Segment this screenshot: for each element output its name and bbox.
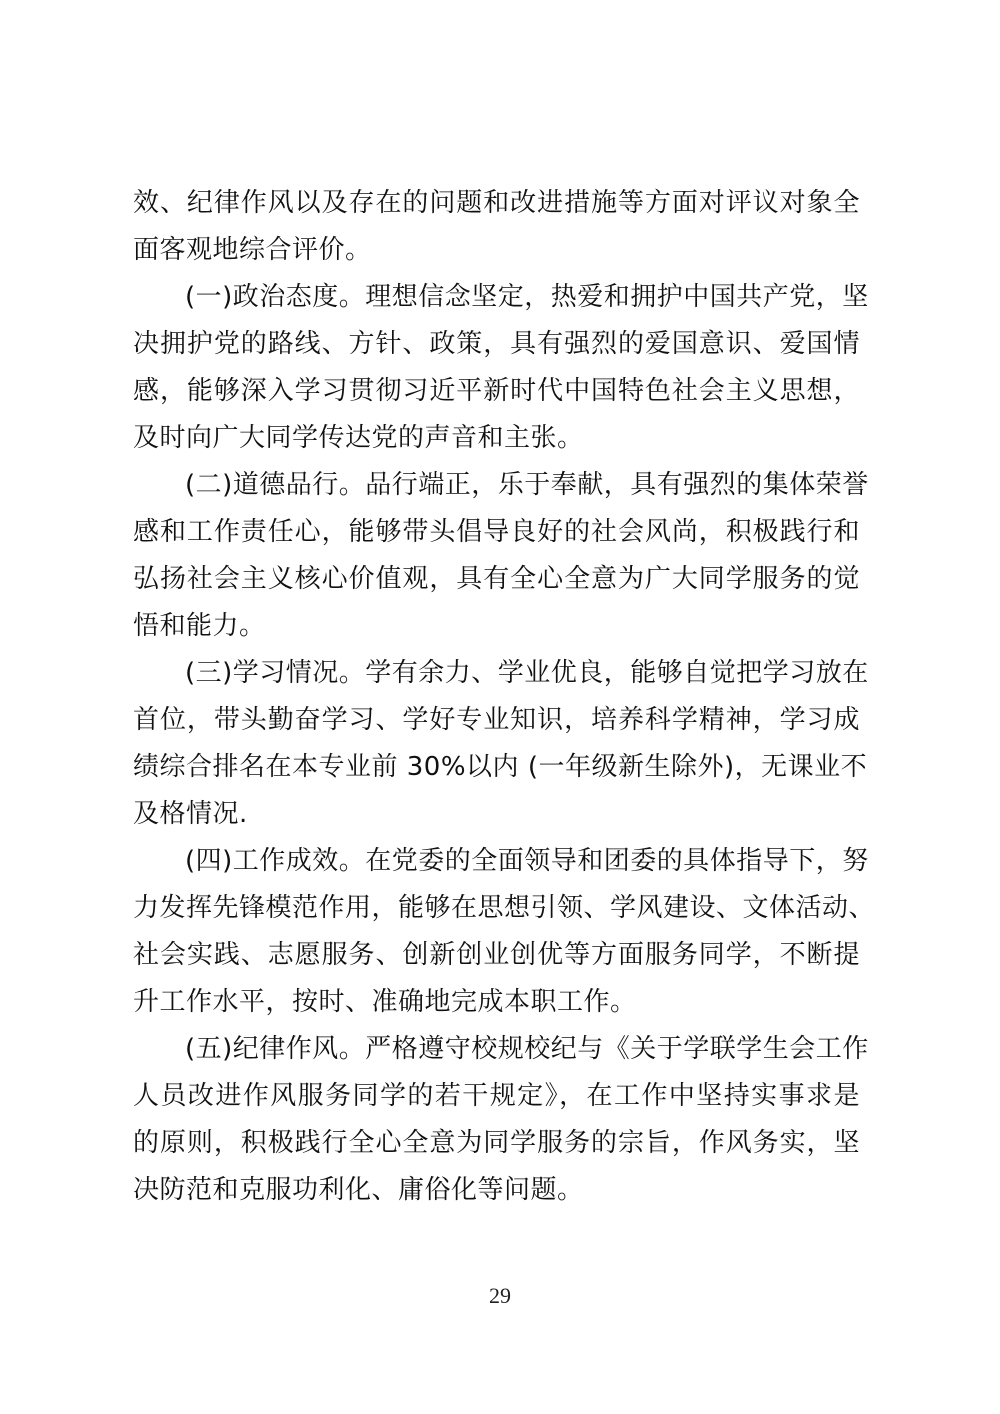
text-line: 力发挥先锋模范作用，能够在思想引领、学风建设、文体活动、 xyxy=(133,893,876,923)
text-line: (一)政治态度。理想信念坚定，热爱和拥护中国共产党，坚 xyxy=(185,282,869,312)
text-line: 及时向广大同学传达党的声音和主张。 xyxy=(133,423,584,453)
text-line: 弘扬社会主义核心价值观，具有全心全意为广大同学服务的觉 xyxy=(133,564,860,594)
text-line: (三)学习情况。学有余力、学业优良，能够自觉把学习放在 xyxy=(185,658,869,688)
text-line: (五)纪律作风。严格遵守校规校纪与《关于学联学生会工作 xyxy=(185,1034,869,1064)
text-line: 决拥护党的路线、方针、政策，具有强烈的爱国意识、爱国情 xyxy=(133,329,860,359)
text-line: (二)道德品行。品行端正，乐于奉献，具有强烈的集体荣誉 xyxy=(185,470,869,500)
text-line: 决防范和克服功利化、庸俗化等问题。 xyxy=(133,1175,584,1205)
text-line: 感和工作责任心，能够带头倡导良好的社会风尚，积极践行和 xyxy=(133,517,860,547)
text-line: 社会实践、志愿服务、创新创业创优等方面服务同学，不断提 xyxy=(133,940,860,970)
text-line: 感，能够深入学习贯彻习近平新时代中国特色社会主义思想， xyxy=(133,376,860,406)
text-line: 绩综合排名在本专业前 30%以内 (一年级新生除外)，无课业不 xyxy=(133,752,868,782)
page-number: 29 xyxy=(489,1283,511,1308)
body-text xyxy=(133,180,876,1214)
text-line: 人员改进作风服务同学的若干规定》，在工作中坚持实事求是 xyxy=(133,1081,860,1111)
text-line: 及格情况. xyxy=(133,799,248,829)
text-line: 悟和能力。 xyxy=(133,611,266,641)
text-line: 效、纪律作风以及存在的问题和改进措施等方面对评议对象全 xyxy=(133,188,860,218)
text-line: 升工作水平，按时、准确地完成本职工作。 xyxy=(133,987,637,1017)
text-line: 首位，带头勤奋学习、学好专业知识，培养科学精神，学习成 xyxy=(133,705,860,735)
text-line: 面客观地综合评价。 xyxy=(133,235,372,265)
text-line: (四)工作成效。在党委的全面领导和团委的具体指导下，努 xyxy=(185,846,869,876)
text-line: 的原则，积极践行全心全意为同学服务的宗旨，作风务实，坚 xyxy=(133,1128,860,1158)
